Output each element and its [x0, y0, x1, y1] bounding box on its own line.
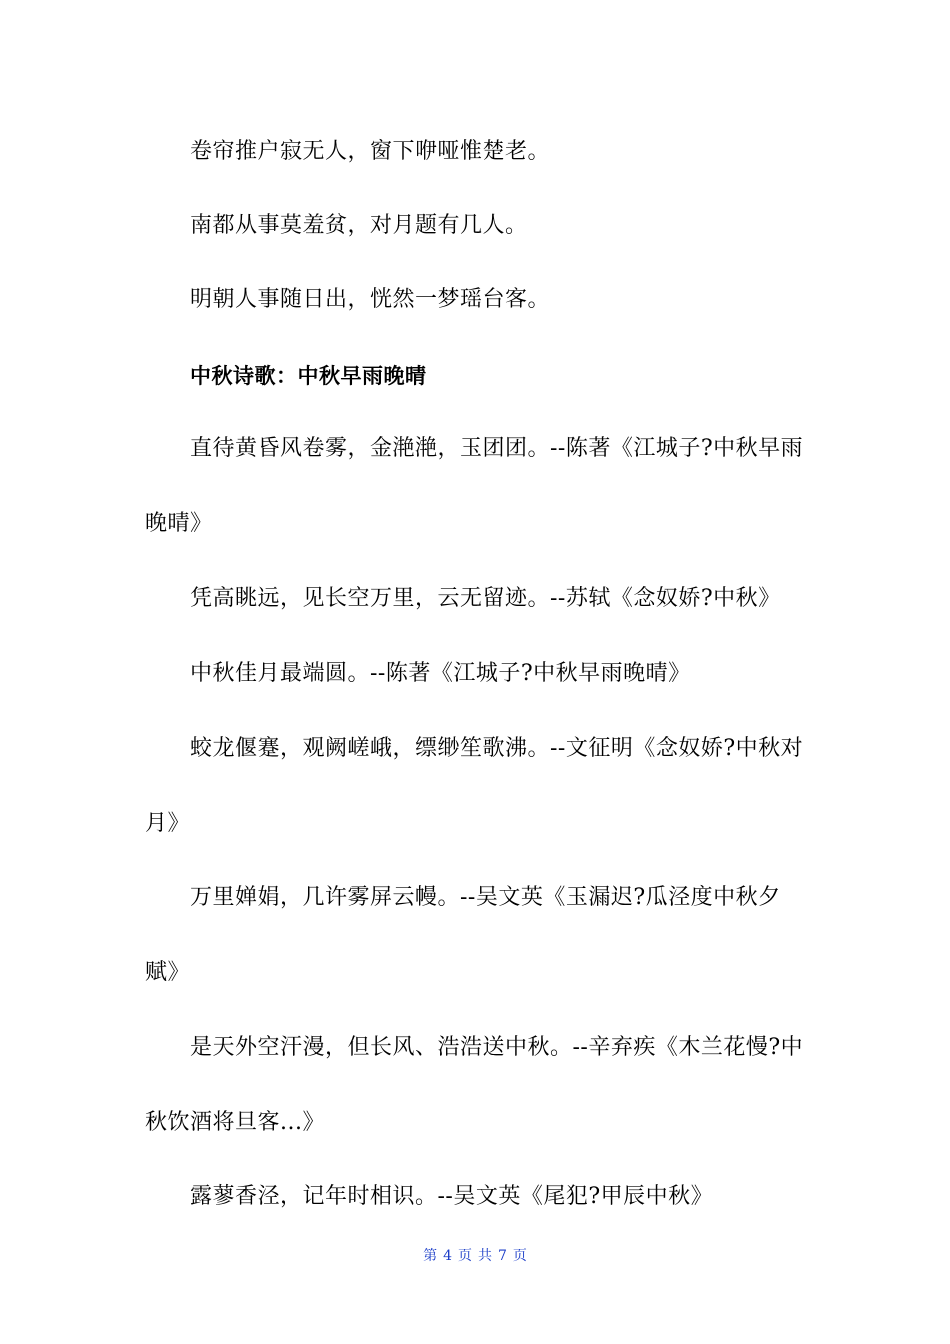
page-footer: [0, 1246, 950, 1266]
footer-suffix: 页: [512, 1248, 527, 1264]
poem-line: 南都从事莫羞贫，对月题有几人。: [190, 213, 528, 238]
footer-prefix: 第: [423, 1248, 438, 1264]
poem-line: 是天外空汗漫，但长风、浩浩送中秋。--辛弃疾《木兰花慢?中: [190, 1035, 804, 1060]
poem-line: 中秋佳月最端圆。--陈著《江城子?中秋早雨晚晴》: [190, 661, 691, 686]
poem-line-continuation: 秋饮酒将旦客...》: [145, 1110, 325, 1135]
poem-line: 直待黄昏风卷雾，金滟滟，玉团团。--陈著《江城子?中秋早雨: [190, 436, 804, 461]
poem-line: 蛟龙偃蹇，观阙嵯峨，缥缈笙歌沸。--文征明《念奴娇?中秋对: [190, 736, 804, 761]
poem-line: 露蓼香泾，记年时相识。--吴文英《尾犯?甲辰中秋》: [190, 1184, 714, 1209]
poem-line-continuation: 晚晴》: [145, 511, 213, 536]
poem-line: 卷帘推户寂无人，窗下咿哑惟楚老。: [190, 139, 551, 164]
poem-line: 凭高眺远，见长空万里，云无留迹。--苏轼《念奴娇?中秋》: [190, 586, 781, 611]
poem-line: 万里婵娟，几许雾屏云幔。--吴文英《玉漏迟?瓜泾度中秋夕: [190, 885, 781, 910]
section-heading: 中秋诗歌：中秋早雨晚晴: [190, 364, 427, 388]
footer-page-word: 页: [458, 1248, 472, 1264]
poem-line-continuation: 月》: [145, 811, 191, 836]
footer-current-page: 4: [443, 1248, 452, 1264]
poem-line-continuation: 赋》: [145, 960, 191, 985]
footer-total-word: 共: [478, 1248, 492, 1264]
footer-total-pages: 7: [498, 1248, 507, 1264]
poem-line: 明朝人事随日出，恍然一梦瑶台客。: [190, 287, 551, 312]
